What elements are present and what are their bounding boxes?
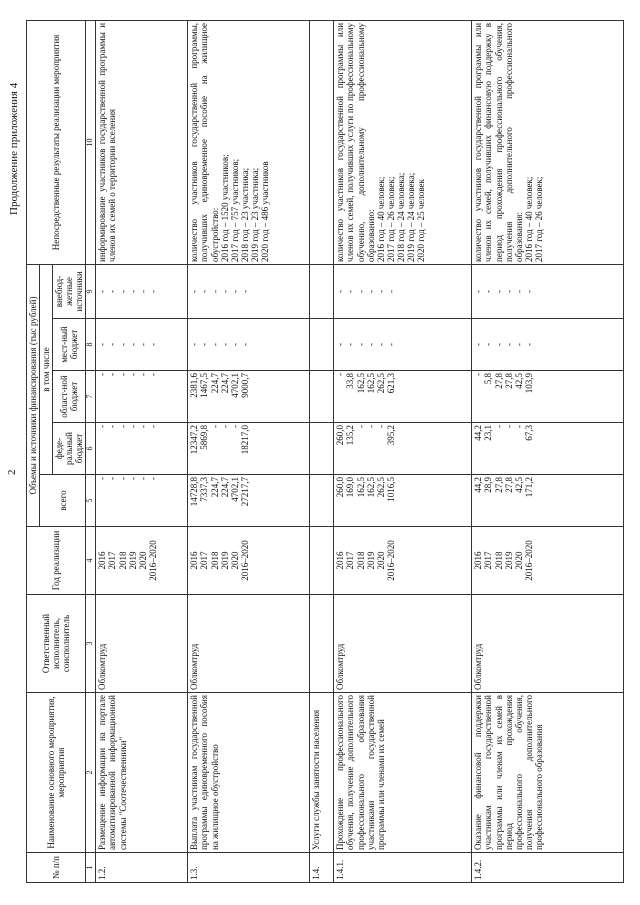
- row-years-value: 2016–2020: [523, 540, 534, 581]
- header-extra: внебюд-жетные источники: [53, 264, 86, 318]
- column-number: 2: [86, 693, 96, 853]
- row-federal-value: -: [355, 425, 366, 428]
- row-regional-value: 33,8: [345, 373, 356, 389]
- row-years: [334, 527, 472, 595]
- row-regional-value: 27,8: [493, 373, 504, 389]
- row-local-value: -: [189, 343, 200, 346]
- row-regional-value: -: [473, 373, 484, 376]
- row-extra-value: -: [239, 289, 250, 293]
- row-extra-value: -: [219, 289, 230, 293]
- row-federal-value: -: [219, 425, 230, 428]
- row-local-value: -: [345, 343, 356, 346]
- row-regional-value: 262,5: [375, 373, 386, 394]
- row-total: [96, 475, 188, 527]
- row-years-value: 2019: [127, 551, 138, 570]
- row-regional-value: 621,3: [385, 373, 396, 394]
- column-number: 8: [86, 319, 96, 371]
- row-extra-value: -: [523, 289, 534, 293]
- row-total-value: 28,9: [483, 477, 494, 493]
- row-extra-value: -: [137, 289, 148, 293]
- row-name: Прохождение профессионального обучения, получение дополнительного профессионального образования участниками государственной программы или членами их семей: [334, 693, 472, 853]
- table-row: [96, 20, 188, 882]
- page-number: 2: [6, 469, 18, 475]
- row-federal-value: -: [127, 425, 138, 428]
- row-federal-value: -: [97, 425, 108, 428]
- row-total-value: 27,8: [493, 477, 504, 493]
- row-federal-value: 12347,2: [189, 425, 200, 455]
- row-local-value: -: [97, 343, 108, 346]
- row-extra-value: -: [503, 289, 514, 293]
- row-federal-value: 135,2: [345, 425, 356, 446]
- row-total-value: 260,0: [335, 477, 346, 498]
- row-extra-value: -: [473, 289, 484, 293]
- row-extra-value: -: [355, 289, 366, 293]
- row-total-value: 162,5: [365, 477, 376, 498]
- row-years: [188, 527, 310, 595]
- row-result: количество участников государственной программы или членов их семей, получивших услуги по профессиональному обучению, дополнительному профессиональному образованию: 2016 год – 40 человек; 2017 год – 26 человек; 2018 год – 24 человека; 2019 год – 24 человека; 2020 год – 25 человек: [334, 20, 472, 264]
- row-extra-value: -: [117, 289, 128, 293]
- row-local-value: -: [137, 343, 148, 346]
- header-funding: Объемы и источники финансирования (тыс рублей): [27, 264, 40, 526]
- row-extra: [310, 264, 334, 318]
- row-years-value: 2016: [473, 551, 484, 570]
- header-name: Наименование основного мероприятия, мероприятия: [27, 693, 86, 853]
- row-local-value: -: [107, 343, 118, 346]
- row-federal-value: -: [365, 425, 376, 428]
- row-local-value: -: [239, 343, 250, 346]
- row-regional-value: -: [127, 373, 138, 376]
- row-total-value: -: [97, 477, 108, 480]
- header-total: всего: [40, 475, 86, 527]
- column-number: 4: [86, 527, 96, 595]
- column-number: 6: [86, 423, 96, 475]
- row-total-value: -: [127, 477, 138, 480]
- row-extra-value: -: [199, 289, 210, 293]
- row-years-value: 2017: [107, 551, 118, 570]
- row-result: количество участников государственной программы или членов их семей, получивших финансовую поддержку в период прохождения профессионального обучения, получения дополнительного профессионального образования: 2016 год – 40 человек; 2017 год – 26 человек;: [472, 20, 624, 264]
- header-regional: област-ной бюджет: [53, 371, 86, 423]
- row-number: 1.4.1.: [334, 853, 472, 883]
- row-regional-value: -: [97, 373, 108, 376]
- row-regional-value: -: [147, 373, 158, 376]
- row-result: [310, 20, 334, 264]
- row-extra-value: -: [345, 289, 356, 293]
- header-executor: Ответственный исполнитель, соисполнитель: [27, 595, 86, 693]
- row-regional-value: 2381,6: [189, 373, 200, 398]
- row-local-value: -: [473, 343, 484, 346]
- row-extra: [188, 264, 310, 318]
- row-years-value: 2016–2020: [239, 540, 250, 581]
- row-local-value: -: [493, 343, 504, 346]
- row-extra-value: -: [513, 289, 524, 293]
- row-federal-value: -: [513, 425, 524, 428]
- row-number: 1.4.2.: [472, 853, 624, 883]
- row-regional-value: 1467,5: [199, 373, 210, 398]
- column-number: 3: [86, 595, 96, 693]
- row-extra: [334, 264, 472, 318]
- row-years-value: 2020: [513, 551, 524, 570]
- row-total-value: 224,7: [209, 477, 220, 498]
- row-federal: [334, 423, 472, 475]
- row-federal: [310, 423, 334, 475]
- row-name: Выплата участникам государственной программы единовременного пособия на жилищное обустройство: [188, 693, 310, 853]
- row-regional-value: 103,9: [523, 373, 534, 394]
- row-local-value: -: [219, 343, 230, 346]
- row-years-value: 2016: [189, 551, 200, 570]
- row-extra-value: -: [97, 289, 108, 293]
- row-extra-value: -: [107, 289, 118, 293]
- row-extra-value: -: [127, 289, 138, 293]
- row-total-value: 27,8: [503, 477, 514, 493]
- row-executor: Облкомтруд: [96, 595, 188, 693]
- row-years-value: 2017: [345, 551, 356, 570]
- row-total-value: 14728,8: [189, 477, 200, 507]
- row-years-value: 2019: [365, 551, 376, 570]
- row-total-value: 171,2: [523, 477, 534, 498]
- row-total-value: 1016,5: [385, 477, 396, 502]
- row-extra-value: -: [375, 289, 386, 293]
- row-federal-value: -: [503, 425, 514, 428]
- row-extra-value: -: [365, 289, 376, 293]
- row-total-value: 162,5: [355, 477, 366, 498]
- row-total-value: 42,5: [513, 477, 524, 493]
- row-total-value: 44,2: [473, 477, 484, 493]
- row-regional-value: -: [137, 373, 148, 376]
- row-extra-value: -: [189, 289, 200, 293]
- row-local: [310, 319, 334, 371]
- row-local: [472, 319, 624, 371]
- row-federal-value: -: [229, 425, 240, 428]
- row-extra-value: -: [493, 289, 504, 293]
- row-federal-value: -: [137, 425, 148, 428]
- row-years-value: 2017: [483, 551, 494, 570]
- table-row: [472, 20, 624, 882]
- row-local-value: -: [375, 343, 386, 346]
- row-extra-value: -: [483, 289, 494, 293]
- row-total-value: -: [107, 477, 118, 480]
- row-regional: [188, 371, 310, 423]
- column-number: 9: [86, 264, 96, 318]
- row-years-value: 2020: [137, 551, 148, 570]
- row-name: Услуги службы занятости населения: [310, 693, 334, 853]
- row-federal-value: 260,0: [335, 425, 346, 446]
- row-years-value: 2016: [335, 551, 346, 570]
- header-no: № п/п: [27, 853, 86, 883]
- row-years-value: 2020: [375, 551, 386, 570]
- row-extra: [96, 264, 188, 318]
- header-federal: феде-ральный бюджет: [53, 423, 86, 475]
- row-years-value: 2018: [355, 551, 366, 570]
- row-local-value: -: [147, 343, 158, 346]
- column-number: 10: [86, 20, 96, 264]
- row-years-value: 2018: [209, 551, 220, 570]
- row-regional: [472, 371, 624, 423]
- row-regional-value: 5,8: [483, 373, 494, 385]
- row-result: количество участников государственной программы, получивших единовременное пособие на жилищное обустройство: 2016 год – 1520 участников; 2017 год – 757 участников; 2018 год – 23 участника; 2019 год – 23 участника; 2020 год – 486 участников: [188, 20, 310, 264]
- row-extra-value: -: [147, 289, 158, 293]
- row-local-value: -: [523, 343, 534, 346]
- row-regional-value: 27,8: [503, 373, 514, 389]
- row-regional-value: 162,5: [365, 373, 376, 394]
- header-including: в том числе: [40, 264, 53, 474]
- row-regional-value: -: [335, 373, 346, 376]
- row-local-value: -: [127, 343, 138, 346]
- row-extra-value: -: [335, 289, 346, 293]
- row-regional-value: -: [117, 373, 128, 376]
- row-federal-value: 395,2: [385, 425, 396, 446]
- row-federal-value: 5869,8: [199, 425, 210, 450]
- row-extra: [472, 264, 624, 318]
- column-numbers-row: [86, 20, 96, 882]
- row-years-value: 2017: [199, 551, 210, 570]
- row-total-value: -: [117, 477, 128, 480]
- table-row: [334, 20, 472, 882]
- row-regional-value: 42,5: [513, 373, 524, 389]
- row-total-value: -: [137, 477, 148, 480]
- row-total-value: 7337,3: [199, 477, 210, 502]
- row-federal: [188, 423, 310, 475]
- header-year: Год реализации: [27, 527, 86, 595]
- row-regional-value: 224,7: [209, 373, 220, 394]
- row-regional: [96, 371, 188, 423]
- row-local-value: -: [483, 343, 494, 346]
- row-extra-value: -: [385, 289, 396, 293]
- row-local: [188, 319, 310, 371]
- row-federal-value: -: [117, 425, 128, 428]
- row-total-value: -: [147, 477, 158, 480]
- row-executor: [310, 595, 334, 693]
- row-local-value: -: [229, 343, 240, 346]
- row-federal-value: -: [107, 425, 118, 428]
- row-federal-value: 23,1: [483, 425, 494, 441]
- appendix-title: Продолжение приложения 4: [8, 82, 20, 215]
- column-number: 1: [86, 853, 96, 883]
- row-total-value: 224,7: [219, 477, 230, 498]
- row-number: 1.2.: [96, 853, 188, 883]
- row-regional-value: 224,7: [219, 373, 230, 394]
- row-regional: [310, 371, 334, 423]
- row-local-value: -: [199, 343, 210, 346]
- row-total: [310, 475, 334, 527]
- row-local-value: -: [335, 343, 346, 346]
- row-years: [472, 527, 624, 595]
- row-years-value: 2018: [117, 551, 128, 570]
- header-row: [27, 20, 40, 882]
- header-local: мест-ный бюджет: [53, 319, 86, 371]
- program-table: [26, 20, 624, 883]
- row-years-value: 2019: [503, 551, 514, 570]
- row-local-value: -: [355, 343, 366, 346]
- row-total-value: 169,0: [345, 477, 356, 498]
- row-federal-value: -: [375, 425, 386, 428]
- row-local-value: -: [503, 343, 514, 346]
- row-total: [188, 475, 310, 527]
- row-result: информирование участников государственной программы и членов их семей о территории вселения: [96, 20, 188, 264]
- row-total: [472, 475, 624, 527]
- row-total: [334, 475, 472, 527]
- row-total-value: 4702,1: [229, 477, 240, 502]
- row-name: Оказание финансовой поддержки участникам государственной программы или членам их семей в период прохождения профессионального обучения, получения дополнительного профессионального образования: [472, 693, 624, 853]
- row-name: Размещение информации на портале автоматизированной информационной системы "Соотечественники": [96, 693, 188, 853]
- row-local: [334, 319, 472, 371]
- row-years: [310, 527, 334, 595]
- row-regional-value: 9000,7: [239, 373, 250, 398]
- row-local-value: -: [385, 343, 396, 346]
- row-years: [96, 527, 188, 595]
- row-federal-value: 18217,0: [239, 425, 250, 455]
- row-executor: Облкомтруд: [472, 595, 624, 693]
- row-regional-value: 162,5: [355, 373, 366, 394]
- row-years-value: 2018: [493, 551, 504, 570]
- column-number: 7: [86, 371, 96, 423]
- row-total-value: 27217,7: [239, 477, 250, 507]
- row-federal: [472, 423, 624, 475]
- row-extra-value: -: [229, 289, 240, 293]
- row-number: 1.3.: [188, 853, 310, 883]
- row-local-value: -: [365, 343, 376, 346]
- header-results: Непосредственные результаты реализации мероприятия: [27, 20, 86, 264]
- row-executor: Облкомтруд: [334, 595, 472, 693]
- row-federal-value: 67,3: [523, 425, 534, 441]
- row-local-value: -: [513, 343, 524, 346]
- table-row: [188, 20, 310, 882]
- row-federal-value: 44,2: [473, 425, 484, 441]
- table-row: [310, 20, 334, 882]
- row-regional-value: -: [107, 373, 118, 376]
- row-years-value: 2020: [229, 551, 240, 570]
- row-number: 1.4.: [310, 853, 334, 883]
- row-total-value: 262,5: [375, 477, 386, 498]
- row-years-value: 2016–2020: [385, 540, 396, 581]
- row-federal-value: -: [209, 425, 220, 428]
- column-number: 5: [86, 475, 96, 527]
- row-federal-value: -: [147, 425, 158, 428]
- row-regional: [334, 371, 472, 423]
- row-local-value: -: [117, 343, 128, 346]
- row-local: [96, 319, 188, 371]
- row-executor: Облкомтруд: [188, 595, 310, 693]
- row-years-value: 2016: [97, 551, 108, 570]
- row-regional-value: 4702,1: [229, 373, 240, 398]
- row-years-value: 2019: [219, 551, 230, 570]
- row-federal: [96, 423, 188, 475]
- row-federal-value: -: [493, 425, 504, 428]
- row-years-value: 2016–2020: [147, 540, 158, 581]
- row-extra-value: -: [209, 289, 220, 293]
- row-local-value: -: [209, 343, 220, 346]
